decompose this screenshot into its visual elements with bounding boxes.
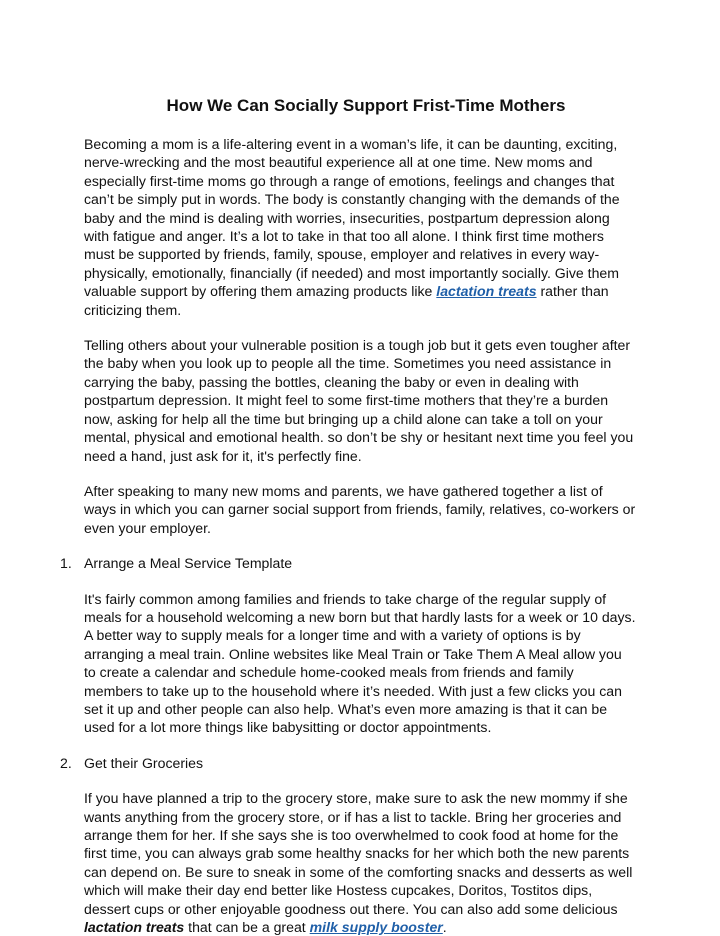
milk-supply-booster-link[interactable]: milk supply booster [309, 919, 443, 936]
list-number: 1. [60, 555, 72, 572]
intro-paragraph [84, 135, 636, 319]
list-number: 2. [60, 754, 72, 771]
list-item-heading [60, 754, 636, 772]
document-title: How We Can Socially Support Frist-Time Mothers [166, 96, 566, 115]
groceries-text: If you have planned a trip to the grocery store, make sure to ask the new mommy if she wants anything from the grocery store, or if has a list to tackle. Bring her groceries and arrange them for her. If she says she is too overwhelmed to cook food at home for the first time, you can always grab some healthy snacks for her which both the new parents can depend on. Be sure to sneak in some of the comforting snacks and desserts as well which will make their day end better like Hostess cupcakes, Doritos, Tostitos dips, dessert cups or other enjoyable goodness out there. You can also add some delicious [84, 790, 633, 917]
list-heading-text: Arrange a Meal Service Template [84, 555, 293, 572]
lactation-treats-emphasis: lactation treats [84, 919, 185, 936]
list-item-body: It's fairly common among families and friends to take charge of the regular supply of meals for a household welcoming a new born but that hardly lasts for a week or 10 days. A better way to supply meals for a longer time and with a variety of options is by arranging a meal train. Online websites like Meal Train or Take Them A Meal allow you to create a calendar and schedule home-cooked meals from friends and family members to take up to the household where it’s needed. With just a few clicks you can set it up and other people can also help. What’s even more amazing is that it can be used for a lot more things like babysitting or doctor appointments. [84, 590, 636, 736]
paragraph-list-intro: After speaking to many new moms and parents, we have gathered together a list of ways in which you can garner social support from friends, family, relatives, co-workers or even your employer. [84, 482, 636, 536]
list-item-heading [60, 554, 636, 572]
intro-text: Becoming a mom is a life-altering event in a woman’s life, it can be daunting, exciting, nerve-wrecking and the most beautiful experience all at one time. New moms and especially first-time moms go through a range of emotions, feelings and changes that can’t be simply put in words. The body is constantly changing with the demands of the baby and the mind is dealing with worries, insecurities, postpartum depression along with fatigue and anger. It’s a lot to take in that too all alone. I think first time mothers must be supported by friends, family, spouse, employer and relatives in every way- physically, emotionally, financially (if needed) and most importantly socially. Give them valuable support by offering them amazing products like [84, 136, 620, 300]
groceries-text-end: . [442, 919, 447, 936]
paragraph-vulnerable-position: Telling others about your vulnerable position is a tough job but it gets even tougher after the baby when you look up to people all the time. Sometimes you need assistance in carrying the baby, passing the bottles, cleaning the baby or even in dealing with postpartum depression. It might feel to some first-time mothers that they’re a burden now, asking for help all the time but bringing up a child alone can take a toll on your mental, physical and emotional health. so don’t be shy or hesitant next time you feel you need a hand, just ask for it, it's perfectly fine. [84, 337, 634, 464]
lactation-treats-link[interactable]: lactation treats [436, 283, 537, 300]
intro-text-end: rather than criticizing them. [84, 283, 609, 318]
groceries-text-middle: that can be a great [184, 919, 310, 936]
list-item-body [84, 789, 636, 936]
list-heading-text: Get their Groceries [84, 754, 204, 771]
